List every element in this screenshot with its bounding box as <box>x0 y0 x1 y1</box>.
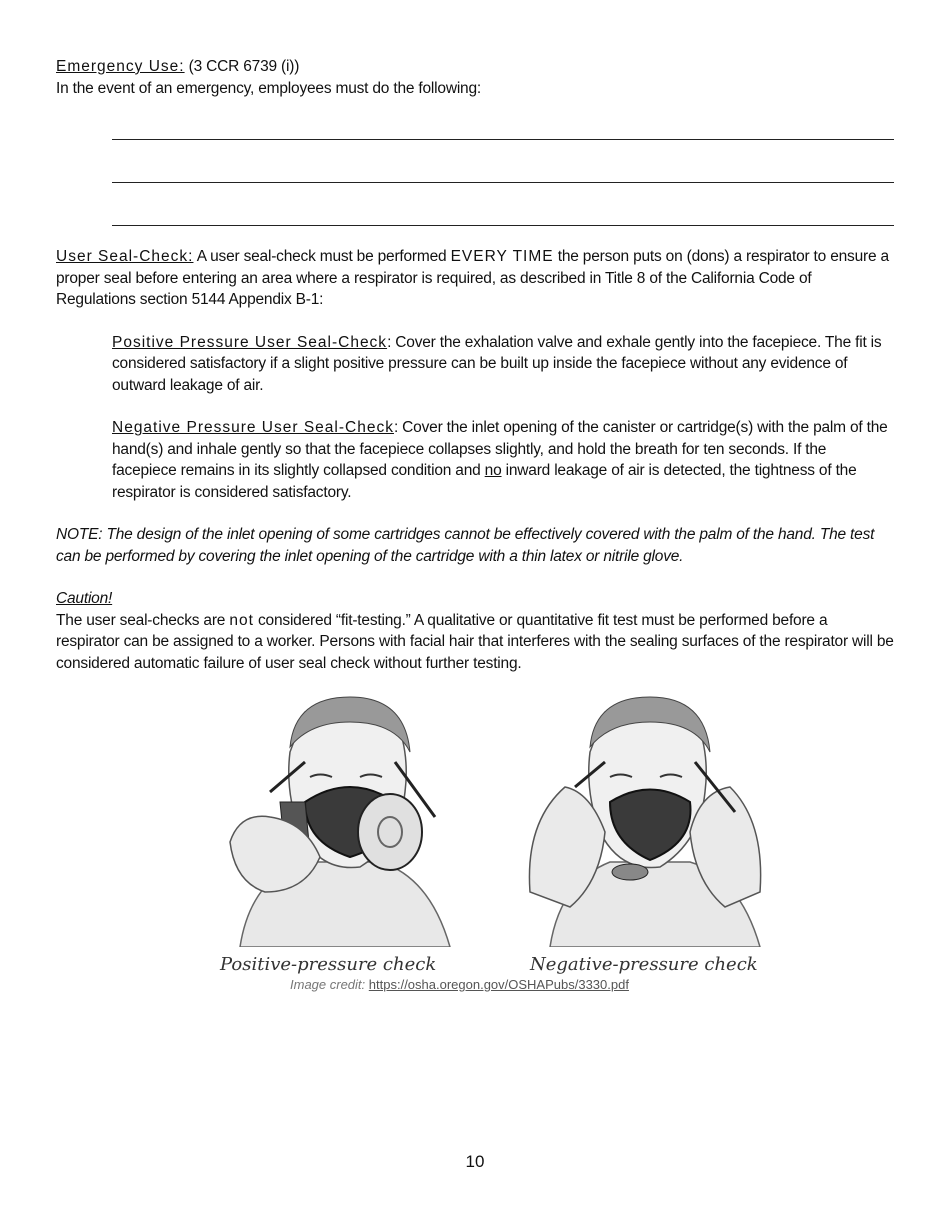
page-number: 10 <box>465 1152 485 1171</box>
figure-group <box>200 692 760 982</box>
caution-text-a: The user seal-checks are <box>56 611 230 629</box>
seal-check-text-b: the person puts on (dons) a respirator to ensure a proper seal before entering an area where a respirator is required, as described in Title 8 of the California Code of Regulations section 5144 Appendix B-1: <box>56 248 889 308</box>
positive-heading: Positive Pressure User Seal-Check <box>112 333 388 351</box>
note-paragraph: NOTE: The design of the inlet opening of some cartridges cannot be effectively covered with the palm of the hand. The test can be performed by covering the inlet opening of the cartridge with a thin latex or nitrile glove. <box>56 526 875 565</box>
blank-line-1[interactable] <box>112 117 894 140</box>
credit-label: Image credit: <box>290 977 366 992</box>
caution-section <box>56 588 894 674</box>
negative-pressure-section <box>112 417 894 503</box>
positive-pressure-image <box>210 692 460 947</box>
blank-line-3[interactable] <box>112 203 894 226</box>
caution-text-b: considered “fit-testing.” A qualitative or quantitative fit test must be performed before a respirator can be assigned to a worker. Persons with facial hair that interferes with the sealing surfaces of the respirator will be considered automatic failure of user seal check without further testing. <box>56 611 894 672</box>
document-body <box>56 56 894 674</box>
seal-check-heading: User Seal-Check: <box>56 248 194 265</box>
positive-pressure-section <box>112 332 894 397</box>
blank-line-2[interactable] <box>112 160 894 183</box>
emergency-heading: Emergency Use: <box>56 58 185 75</box>
negative-pressure-image <box>520 692 770 947</box>
positive-text: : Cover the exhalation valve and exhale gently into the facepiece. The fit is considered satisfactory if a slight positive pressure can be built up inside the facepiece without any evidence of outward leakage of air. <box>112 333 882 394</box>
positive-pressure-illustration <box>210 692 460 975</box>
emergency-section <box>56 56 894 99</box>
every-time-emphasis: EVERY TIME <box>450 248 554 265</box>
caution-heading: Caution! <box>56 590 113 607</box>
not-word: not <box>229 611 254 629</box>
no-word: no <box>484 462 502 479</box>
negative-caption: Negative-pressure check <box>530 954 758 975</box>
seal-check-text-a: A user seal-check must be performed <box>193 248 451 265</box>
negative-pressure-illustration <box>520 692 770 975</box>
positive-caption: Positive-pressure check <box>220 954 437 975</box>
negative-text-b: inward leakage of air is detected, the tightness of the respirator is considered satisfactory. <box>112 462 857 501</box>
seal-check-section <box>56 246 894 311</box>
emergency-intro: In the event of an emergency, employees must do the following: <box>56 79 482 97</box>
negative-heading: Negative Pressure User Seal-Check <box>112 419 394 436</box>
blank-lines <box>112 117 894 226</box>
negative-text-a: : Cover the inlet opening of the canister or cartridge(s) with the palm of the hand(s) and inhale gently so that the facepiece collapses slightly, and hold the breath for ten seconds. If the facepiece remains in its slightly collapsed condition and <box>112 419 888 479</box>
emergency-ref: (3 CCR 6739 (i)) <box>184 58 300 75</box>
credit-link[interactable]: https://osha.oregon.gov/OSHAPubs/3330.pdf <box>368 977 629 992</box>
image-credit <box>290 977 629 992</box>
